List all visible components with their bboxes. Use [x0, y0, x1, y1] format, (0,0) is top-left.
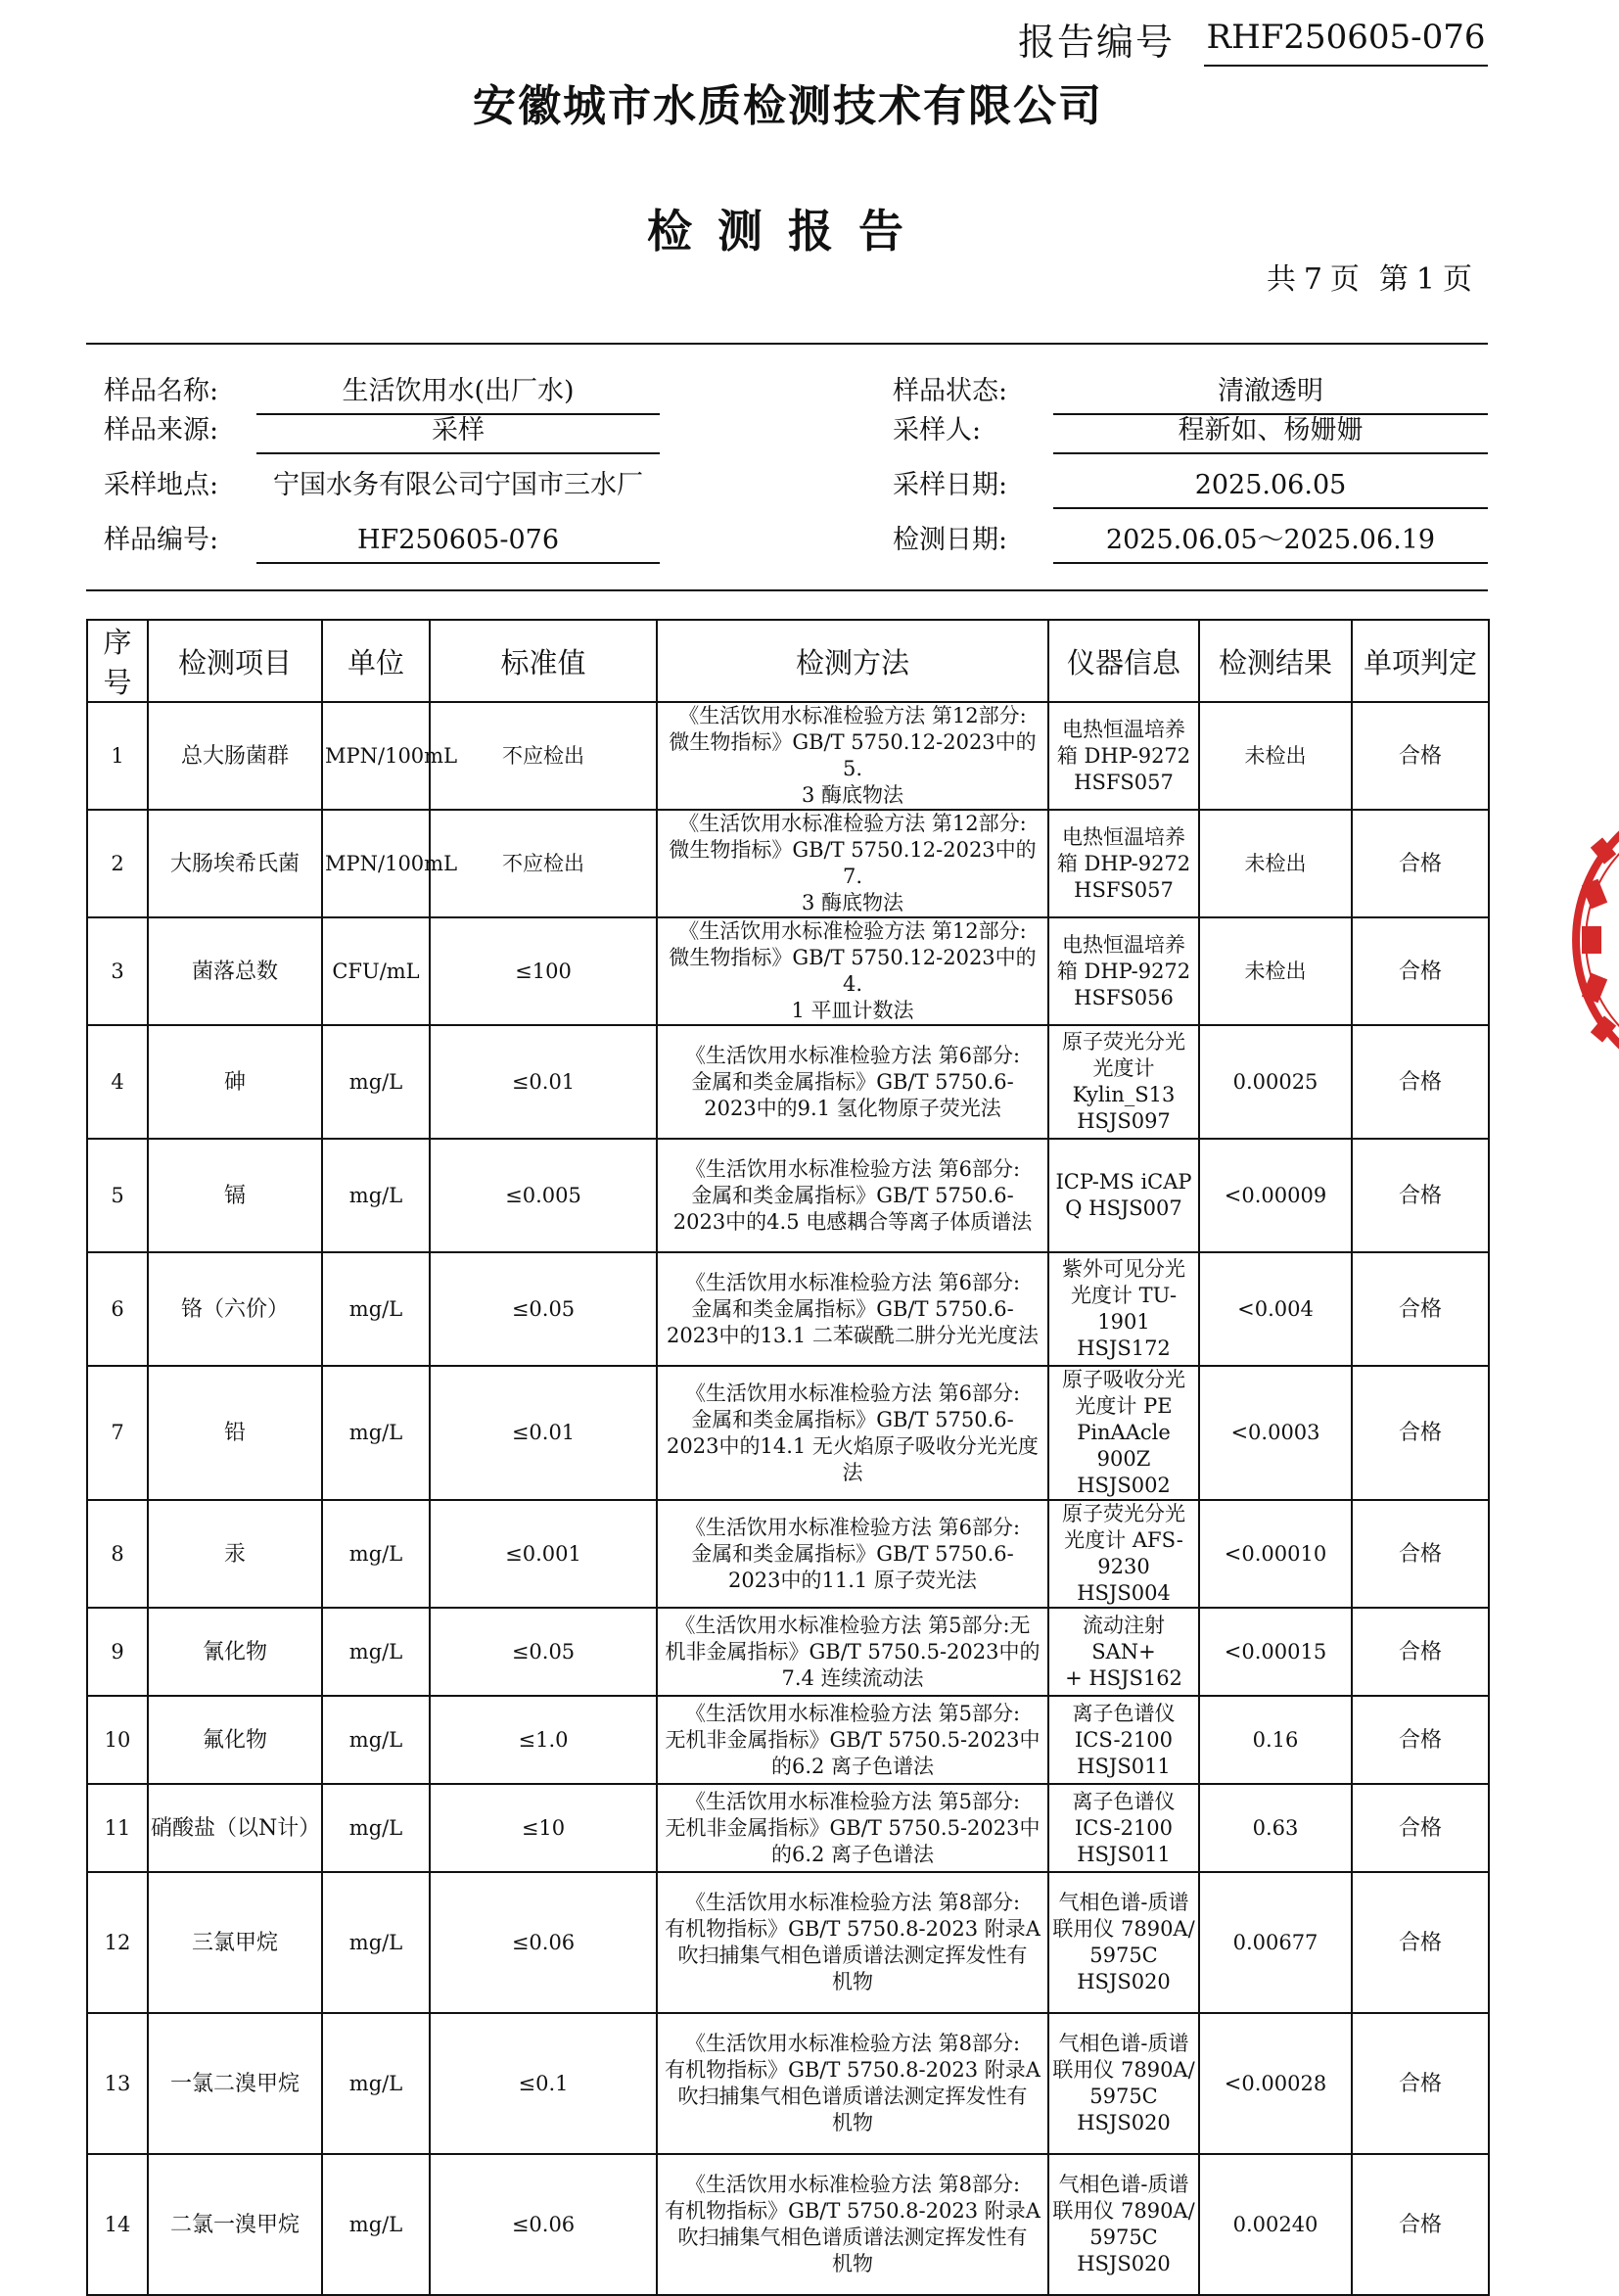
report-number-label: 报告编号 [1018, 21, 1176, 64]
instrument-line: ICS-2100 [1074, 1815, 1174, 1840]
method-line: 金属和类金属指标》GB/T 5750.6- [691, 1541, 1014, 1566]
sample-name-label: 样品名称: [104, 376, 219, 406]
method-line: 机物 [832, 1970, 873, 1993]
method-line: 有机物指标》GB/T 5750.8-2023 附录A [665, 2199, 1041, 2223]
instrument-line: 光度计 [1092, 1056, 1155, 1080]
table-row [87, 702, 1489, 810]
cell-judgement: 合格 [1352, 702, 1489, 810]
col-header-no: 序号 [87, 620, 148, 702]
cell-instrument [1048, 1872, 1199, 2013]
cell-unit: CFU/mL [322, 917, 430, 1025]
table-row [87, 1025, 1489, 1139]
cell-instrument [1048, 1608, 1199, 1696]
instrument-line: ICP-MS iCAP [1055, 1170, 1192, 1194]
top-divider [86, 343, 1488, 345]
cell-unit: mg/L [322, 1872, 430, 2013]
cell-judgement: 合格 [1352, 1784, 1489, 1872]
sample-no-value: HF250605-076 [256, 519, 660, 564]
instrument-line: 9230 HSJS004 [1077, 1555, 1171, 1605]
cell-unit: mg/L [322, 1139, 430, 1252]
cell-no: 11 [87, 1784, 148, 1872]
results-body [87, 702, 1489, 2295]
cell-result: <0.0003 [1199, 1366, 1352, 1500]
method-line: 金属和类金属指标》GB/T 5750.6- [691, 1407, 1014, 1431]
official-seal [1566, 783, 1619, 1097]
table-row [87, 1872, 1489, 2013]
method-line: 《生活饮用水标准检验方法 第8部分: [684, 1891, 1021, 1914]
location-label: 采样地点: [104, 470, 219, 500]
instrument-line: 箱 DHP-9272 [1056, 959, 1191, 983]
method-line: 吹扫捕集气相色谱质谱法测定挥发性有 [677, 2226, 1028, 2249]
cell-no: 3 [87, 917, 148, 1025]
sampler-value: 程新如、杨姗姗 [1053, 409, 1488, 454]
cell-no: 5 [87, 1139, 148, 1252]
report-number-value: RHF250605-076 [1204, 10, 1488, 67]
cell-no: 10 [87, 1696, 148, 1784]
cell-method [657, 810, 1048, 917]
col-header-item: 检测项目 [148, 620, 322, 702]
method-line: 有机物指标》GB/T 5750.8-2023 附录A [665, 1917, 1041, 1941]
location-value: 宁国水务有限公司宁国市三水厂 [273, 470, 643, 500]
method-line: 《生活饮用水标准检验方法 第6部分: [684, 1515, 1021, 1539]
method-line: 机物 [832, 2111, 873, 2134]
cell-no: 9 [87, 1608, 148, 1696]
method-line: 微生物指标》GB/T 5750.12-2023中的4. [669, 946, 1037, 996]
instrument-line: Kylin_S13 [1072, 1083, 1176, 1106]
method-line: 《生活饮用水标准检验方法 第12部分: [678, 812, 1027, 835]
table-header-row [87, 620, 1489, 702]
cell-result: 0.00025 [1199, 1025, 1352, 1139]
test-date-label: 检测日期: [893, 525, 1008, 555]
method-line: 的6.2 离子色谱法 [770, 1842, 935, 1866]
method-line: 吹扫捕集气相色谱质谱法测定挥发性有 [677, 2085, 1028, 2108]
cell-no: 2 [87, 810, 148, 917]
cell-method [657, 1139, 1048, 1252]
method-line: 《生活饮用水标准检验方法 第5部分: [684, 1701, 1021, 1725]
cell-result: 0.16 [1199, 1696, 1352, 1784]
cell-no: 14 [87, 2154, 148, 2295]
method-line: 吹扫捕集气相色谱质谱法测定挥发性有 [677, 1944, 1028, 1967]
cell-no: 8 [87, 1500, 148, 1608]
cell-judgement: 合格 [1352, 917, 1489, 1025]
cell-result: 未检出 [1199, 702, 1352, 810]
cell-instrument [1048, 917, 1199, 1025]
cell-judgement: 合格 [1352, 2013, 1489, 2154]
instrument-line: 紫外可见分光 [1062, 1257, 1185, 1281]
cell-instrument [1048, 1784, 1199, 1872]
cell-method [657, 1366, 1048, 1500]
instrument-line: 联用仪 7890A/ [1052, 1917, 1195, 1941]
company-name: 安徽城市水质检测技术有限公司 [473, 81, 1103, 131]
instrument-line: 900Z HSJS002 [1077, 1447, 1171, 1497]
method-line: 2023中的9.1 氢化物原子荧光法 [704, 1096, 1001, 1120]
page-indicator: 共 7 页 第 1 页 [1266, 262, 1472, 297]
table-row [87, 1784, 1489, 1872]
cell-instrument [1048, 2013, 1199, 2154]
cell-standard: ≤0.001 [430, 1500, 657, 1608]
cell-unit: mg/L [322, 1696, 430, 1784]
cell-standard: ≤100 [430, 917, 657, 1025]
table-row [87, 1696, 1489, 1784]
instrument-line: HSJS011 [1077, 1842, 1171, 1866]
cell-unit: mg/L [322, 1608, 430, 1696]
cell-result: 未检出 [1199, 810, 1352, 917]
method-line: 2023中的4.5 电感耦合等离子体质谱法 [672, 1209, 1033, 1234]
cell-standard: 不应检出 [430, 702, 657, 810]
method-line: 《生活饮用水标准检验方法 第12部分: [678, 704, 1027, 727]
cell-standard: ≤0.06 [430, 2154, 657, 2295]
method-line: 机物 [832, 2252, 873, 2275]
instrument-line: 5975C HSJS020 [1077, 1944, 1171, 1993]
instrument-line: 气相色谱-质谱 [1058, 1891, 1189, 1914]
cell-standard: ≤0.005 [430, 1139, 657, 1252]
method-line: 法 [842, 1460, 863, 1484]
method-line: 7.4 连续流动法 [781, 1665, 924, 1690]
cell-item: 菌落总数 [148, 917, 322, 1025]
method-line: 《生活饮用水标准检验方法 第5部分: [684, 1789, 1021, 1813]
cell-standard: ≤10 [430, 1784, 657, 1872]
cell-standard: ≤0.01 [430, 1366, 657, 1500]
cell-unit: mg/L [322, 2154, 430, 2295]
instrument-line: 原子荧光分光 [1062, 1502, 1185, 1525]
cell-method [657, 2013, 1048, 2154]
instrument-line: 箱 DHP-9272 [1056, 851, 1191, 875]
cell-item: 镉 [148, 1139, 322, 1252]
table-row [87, 2013, 1489, 2154]
method-line: 金属和类金属指标》GB/T 5750.6- [691, 1183, 1014, 1207]
cell-item: 汞 [148, 1500, 322, 1608]
instrument-line: HSFS056 [1074, 985, 1174, 1009]
col-header-standard: 标准值 [430, 620, 657, 702]
instrument-line: 原子吸收分光 [1062, 1368, 1185, 1391]
method-line: 3 酶底物法 [801, 891, 904, 914]
instrument-line: 离子色谱仪 [1072, 1789, 1176, 1813]
cell-instrument [1048, 2154, 1199, 2295]
cell-item: 氟化物 [148, 1696, 322, 1784]
cell-instrument [1048, 1139, 1199, 1252]
report-number [1018, 8, 1488, 69]
instrument-line: 电热恒温培养 [1062, 932, 1185, 957]
cell-method [657, 1500, 1048, 1608]
col-header-method: 检测方法 [657, 620, 1048, 702]
instrument-line: 气相色谱-质谱 [1058, 2032, 1189, 2055]
cell-no: 6 [87, 1252, 148, 1366]
cell-judgement: 合格 [1352, 1366, 1489, 1500]
table-row [87, 1252, 1489, 1366]
info-divider [86, 589, 1488, 591]
instrument-line: 气相色谱-质谱 [1058, 2173, 1189, 2196]
sample-state-value: 清澈透明 [1053, 370, 1488, 415]
cell-standard: ≤0.05 [430, 1252, 657, 1366]
method-line: 《生活饮用水标准检验方法 第12部分: [678, 919, 1027, 943]
instrument-line: HSJS097 [1077, 1109, 1171, 1133]
cell-instrument [1048, 1366, 1199, 1500]
instrument-line: 光度计 PE [1075, 1394, 1173, 1418]
sampling-date-label: 采样日期: [893, 470, 1008, 500]
table-row [87, 1608, 1489, 1696]
cell-instrument [1048, 810, 1199, 917]
results-table [86, 619, 1490, 2296]
cell-result: <0.00015 [1199, 1608, 1352, 1696]
cell-judgement: 合格 [1352, 810, 1489, 917]
cell-method [657, 1696, 1048, 1784]
cell-standard: ≤0.05 [430, 1608, 657, 1696]
cell-result: <0.00028 [1199, 2013, 1352, 2154]
cell-method [657, 1025, 1048, 1139]
cell-result: <0.00009 [1199, 1139, 1352, 1252]
instrument-line: 光度计 TU- [1070, 1284, 1178, 1307]
instrument-line: 联用仪 7890A/ [1052, 2199, 1195, 2223]
cell-standard: ≤0.01 [430, 1025, 657, 1139]
cell-instrument [1048, 1025, 1199, 1139]
cell-result: <0.004 [1199, 1252, 1352, 1366]
cell-standard: 不应检出 [430, 810, 657, 917]
cell-unit: mg/L [322, 1366, 430, 1500]
method-line: 机非金属指标》GB/T 5750.5-2023中的 [665, 1639, 1041, 1663]
instrument-line: HSFS057 [1074, 770, 1174, 794]
cell-no: 4 [87, 1025, 148, 1139]
cell-unit: mg/L [322, 1500, 430, 1608]
instrument-line: PinAAcle [1077, 1421, 1171, 1444]
method-line: 《生活饮用水标准检验方法 第8部分: [684, 2173, 1021, 2196]
instrument-line: ICS-2100 [1074, 1727, 1174, 1752]
instrument-line: HSJS011 [1077, 1754, 1171, 1778]
cell-item: 三氯甲烷 [148, 1872, 322, 2013]
cell-method [657, 1872, 1048, 2013]
col-header-result: 检测结果 [1199, 620, 1352, 702]
method-line: 《生活饮用水标准检验方法 第5部分:无 [674, 1613, 1031, 1637]
col-header-judgement: 单项判定 [1352, 620, 1489, 702]
cell-method [657, 702, 1048, 810]
method-line: 无机非金属指标》GB/T 5750.5-2023中 [665, 1727, 1041, 1752]
cell-item: 二氯一溴甲烷 [148, 2154, 322, 2295]
cell-instrument [1048, 1696, 1199, 1784]
cell-unit: MPN/100mL [322, 810, 430, 917]
table-row [87, 917, 1489, 1025]
cell-item: 铅 [148, 1366, 322, 1500]
method-line: 金属和类金属指标》GB/T 5750.6- [691, 1296, 1014, 1321]
sample-name-value: 生活饮用水(出厂水) [256, 370, 660, 415]
method-line: 1 平皿计数法 [791, 999, 914, 1022]
cell-unit: mg/L [322, 1784, 430, 1872]
method-line: 微生物指标》GB/T 5750.12-2023中的7. [669, 838, 1037, 888]
sample-state-label: 样品状态: [893, 376, 1008, 406]
cell-judgement: 合格 [1352, 1608, 1489, 1696]
method-line: 《生活饮用水标准检验方法 第6部分: [684, 1381, 1021, 1405]
cell-instrument [1048, 1252, 1199, 1366]
cell-judgement: 合格 [1352, 1500, 1489, 1608]
table-row [87, 1500, 1489, 1608]
cell-unit: mg/L [322, 2013, 430, 2154]
method-line: 2023中的11.1 原子荧光法 [728, 1568, 977, 1592]
instrument-line: 5975C HSJS020 [1077, 2226, 1171, 2275]
cell-item: 铬（六价） [148, 1252, 322, 1366]
cell-unit: mg/L [322, 1025, 430, 1139]
cell-item: 大肠埃希氏菌 [148, 810, 322, 917]
instrument-line: HSFS057 [1074, 877, 1174, 902]
cell-unit: mg/L [322, 1252, 430, 1366]
instrument-line: 流动注射 SAN+ [1083, 1613, 1165, 1663]
cell-standard: ≤0.1 [430, 2013, 657, 2154]
instrument-line: 箱 DHP-9272 [1056, 743, 1191, 768]
cell-judgement: 合格 [1352, 1025, 1489, 1139]
cell-item: 总大肠菌群 [148, 702, 322, 810]
cell-unit: MPN/100mL [322, 702, 430, 810]
cell-standard: ≤1.0 [430, 1696, 657, 1784]
instrument-line: 联用仪 7890A/ [1052, 2058, 1195, 2082]
cell-judgement: 合格 [1352, 1872, 1489, 2013]
cell-no: 13 [87, 2013, 148, 2154]
instrument-line: 电热恒温培养 [1062, 717, 1185, 741]
cell-no: 12 [87, 1872, 148, 2013]
instrument-line: 原子荧光分光 [1062, 1030, 1185, 1054]
instrument-line: 光度计 AFS- [1064, 1528, 1183, 1552]
col-header-instrument: 仪器信息 [1048, 620, 1199, 702]
instrument-line: 电热恒温培养 [1062, 824, 1185, 849]
cell-no: 1 [87, 702, 148, 810]
cell-judgement: 合格 [1352, 1696, 1489, 1784]
cell-result: <0.00010 [1199, 1500, 1352, 1608]
method-line: 2023中的13.1 二苯碳酰二肼分光光度法 [667, 1323, 1039, 1347]
test-date-value: 2025.06.05～2025.06.19 [1053, 519, 1488, 564]
method-line: 微生物指标》GB/T 5750.12-2023中的5. [669, 730, 1037, 780]
cell-method [657, 1252, 1048, 1366]
cell-judgement: 合格 [1352, 2154, 1489, 2295]
cell-judgement: 合格 [1352, 1252, 1489, 1366]
cell-method [657, 1784, 1048, 1872]
method-line: 《生活饮用水标准检验方法 第6部分: [684, 1270, 1021, 1294]
cell-item: 一氯二溴甲烷 [148, 2013, 322, 2154]
instrument-line: 离子色谱仪 [1072, 1701, 1176, 1725]
col-header-unit: 单位 [322, 620, 430, 702]
sample-no-label: 样品编号: [104, 525, 219, 555]
cell-item: 砷 [148, 1025, 322, 1139]
method-line: 《生活饮用水标准检验方法 第6部分: [684, 1043, 1021, 1067]
instrument-line: 5975C HSJS020 [1077, 2085, 1171, 2134]
instrument-line: Q HSJS007 [1065, 1196, 1182, 1220]
cell-result: 0.63 [1199, 1784, 1352, 1872]
method-line: 2023中的14.1 无火焰原子吸收分光光度 [667, 1433, 1039, 1458]
table-row [87, 1139, 1489, 1252]
method-line: 《生活饮用水标准检验方法 第6部分: [684, 1156, 1021, 1181]
document-title: 检测报告 [647, 205, 929, 258]
cell-instrument [1048, 702, 1199, 810]
table-row [87, 810, 1489, 917]
sample-source-label: 样品来源: [104, 415, 219, 445]
cell-judgement: 合格 [1352, 1139, 1489, 1252]
cell-method [657, 1608, 1048, 1696]
cell-method [657, 2154, 1048, 2295]
cell-instrument [1048, 1500, 1199, 1608]
cell-item: 硝酸盐（以N计） [148, 1784, 322, 1872]
cell-item: 氰化物 [148, 1608, 322, 1696]
instrument-line: 1901 HSJS172 [1077, 1310, 1171, 1360]
cell-result: 0.00240 [1199, 2154, 1352, 2295]
table-row [87, 1366, 1489, 1500]
method-line: 的6.2 离子色谱法 [770, 1754, 935, 1778]
cell-result: 0.00677 [1199, 1872, 1352, 2013]
cell-result: 未检出 [1199, 917, 1352, 1025]
sampling-date-value: 2025.06.05 [1053, 464, 1488, 509]
table-row [87, 2154, 1489, 2295]
method-line: 《生活饮用水标准检验方法 第8部分: [684, 2032, 1021, 2055]
cell-method [657, 917, 1048, 1025]
method-line: 3 酶底物法 [801, 783, 904, 807]
method-line: 有机物指标》GB/T 5750.8-2023 附录A [665, 2058, 1041, 2082]
cell-no: 7 [87, 1366, 148, 1500]
sample-source-value: 采样 [256, 409, 660, 454]
sampler-label: 采样人: [893, 415, 982, 445]
instrument-line: + HSJS162 [1065, 1665, 1182, 1690]
cell-standard: ≤0.06 [430, 1872, 657, 2013]
method-line: 金属和类金属指标》GB/T 5750.6- [691, 1069, 1014, 1094]
method-line: 无机非金属指标》GB/T 5750.5-2023中 [665, 1815, 1041, 1840]
